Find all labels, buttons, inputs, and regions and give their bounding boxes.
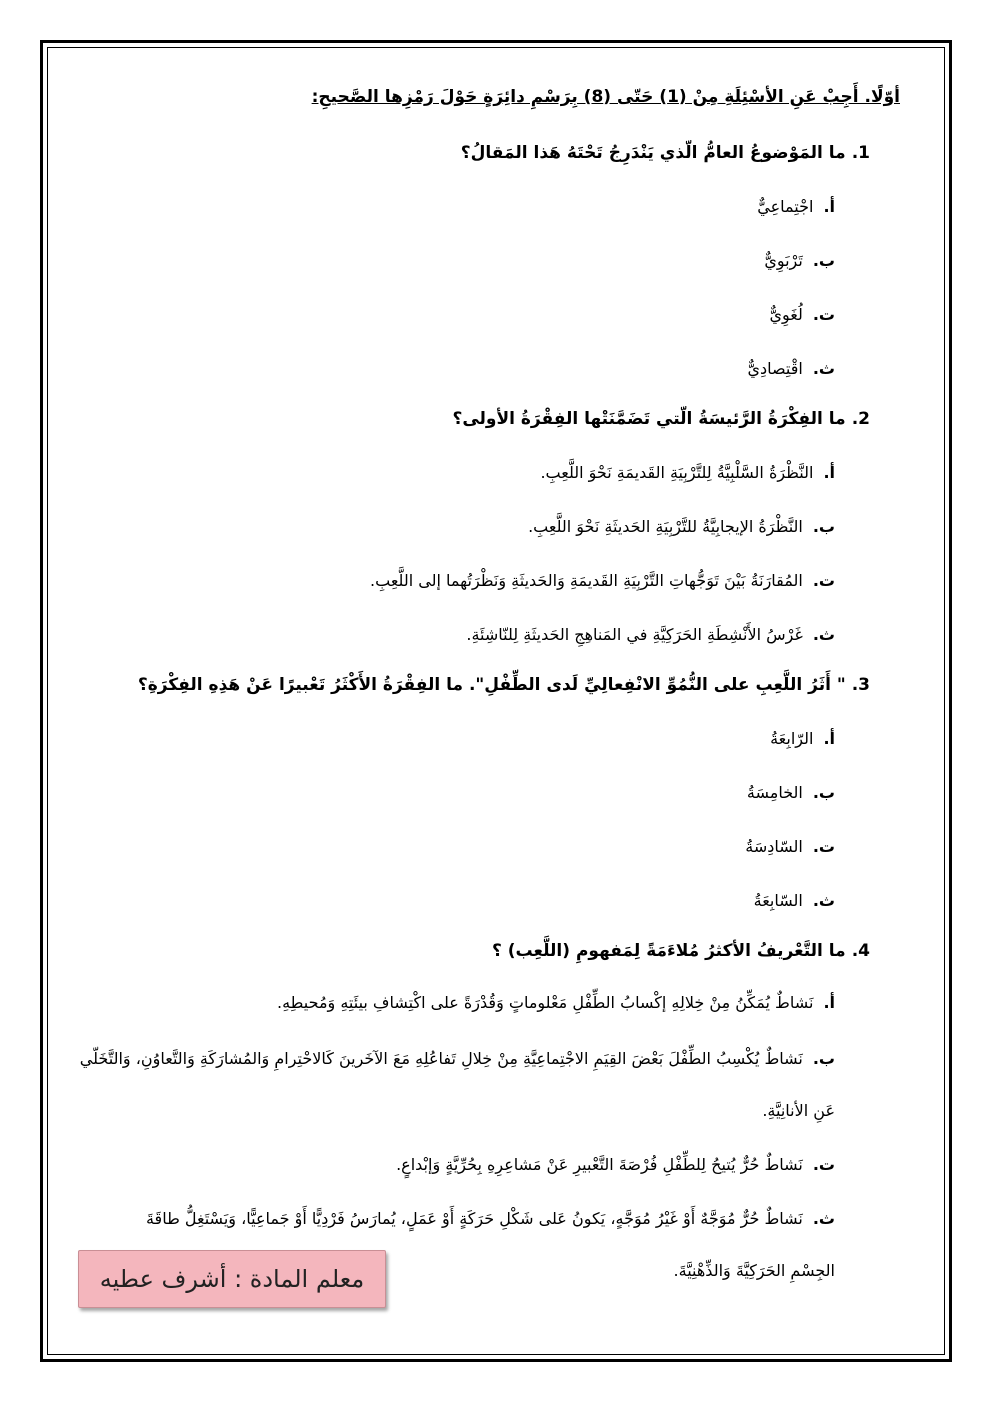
option-letter: أ. — [823, 197, 835, 216]
option-letter: ت. — [812, 305, 835, 324]
instruction-heading: أوّلًا. أَجِبْ عَنِ الأسْئِلَةِ مِنْ (1) حَتّى (8) بِرَسْمِ دائِرَةٍ حَوْلَ رَمْزِها الصَّحيحِ: — [311, 87, 900, 107]
question-number: 4. — [851, 941, 870, 961]
option-letter: ب. — [812, 251, 835, 270]
option-letter: ب. — [812, 517, 835, 536]
option-3d[interactable] — [754, 891, 835, 910]
question-number: 1. — [851, 143, 870, 163]
question-2 — [452, 409, 870, 429]
option-2b[interactable] — [528, 517, 835, 536]
option-2a[interactable] — [540, 463, 835, 482]
option-letter: أ. — [823, 463, 835, 482]
option-letter: ب. — [812, 783, 835, 802]
question-text: " أَثَرُ اللَّعِبِ على النُّمُوِّ الانْفِعالِيِّ لَدى الطِّفْلِ". ما الفِقْرَةُ الأَكْثَرُ تَعْبيرًا عَنْ هَذِهِ الفِكْرَةِ؟ — [137, 675, 846, 695]
question-4 — [492, 941, 870, 961]
option-text: غَرْسُ الأَنْشِطَةِ الحَرَكِيَّةِ في المَناهِجِ الحَديثَةِ لِلنّاشِئَةِ. — [466, 625, 803, 644]
option-text: السّابِعَةُ — [753, 891, 803, 910]
question-3 — [138, 675, 870, 695]
teacher-name-label: معلم المادة : أشرف عطيه — [78, 1250, 386, 1308]
option-text: نَشاطٌ حُرٌّ مُوَجَّهٌ أَوْ غَيْرُ مُوَجَّهٍ، يَكونُ عَلى شَكْلِ حَرَكَةٍ أَوْ عَمَلٍ، يُمارَسُ فَرْدِيًّا أَوْ جَماعِيًّا، وَيَسْتَغِلُّ طاقَةَ الجِسْمِ الحَرَكِيَّةَ وَالذِّهْنِيَّةَ. — [145, 1209, 835, 1280]
option-text: نَشاطٌ حُرٌّ يُتيحُ لِلطِّفْلِ فُرْصَةَ التَّعْبيرِ عَنْ مَشاعِرِهِ بِحُرِّيَّةٍ وَإبْداعٍ. — [396, 1155, 803, 1174]
option-text: اقْتِصادِيٌّ — [747, 359, 803, 378]
option-3a[interactable] — [770, 729, 835, 748]
option-letter: ت. — [812, 837, 835, 856]
option-3c[interactable] — [745, 837, 835, 856]
question-number: 2. — [851, 409, 870, 429]
question-text: ما المَوْضوعُ العامُّ الّذي يَنْدَرِجُ تَحْتَهُ هَذا المَقالُ؟ — [460, 143, 846, 163]
question-text: ما الفِكْرَةُ الرَّئيسَةُ الّتي تَضَمَّنَتْها الفِقْرَةُ الأولى؟ — [452, 409, 846, 429]
option-text: تَرْبَوِيٌّ — [764, 251, 803, 270]
option-text: اجْتِماعِيٌّ — [757, 197, 814, 216]
option-1d[interactable] — [748, 359, 835, 378]
option-letter: ث. — [812, 359, 835, 378]
option-letter: أ. — [823, 993, 835, 1012]
option-4b[interactable] — [70, 1033, 835, 1137]
option-letter: ت. — [812, 571, 835, 590]
question-1 — [461, 143, 870, 163]
option-letter: ت. — [812, 1155, 835, 1174]
option-text: المُقارَنَةُ بَيْنَ تَوَجُّهاتِ التَّرْبِيَةِ القَديمَةِ وَالحَديثَةِ وَنَظْرَتُهما إلى اللَّعِبِ. — [370, 571, 803, 590]
option-2c[interactable] — [370, 571, 835, 590]
option-text: نَشاطٌ يُمَكِّنُ مِنْ خِلالِهِ إكْسابُ الطِّفْلِ مَعْلوماتٍ وَقُدْرَةً على اكْتِشافِ بيئَتِهِ وَمُحيطِهِ. — [277, 993, 814, 1012]
option-text: النَّظْرَةُ الإيجابِيَّةُ للتَّرْبِيَةِ الحَديثَةِ نَحْوَ اللَّعِبِ. — [528, 517, 803, 536]
option-4c[interactable] — [396, 1155, 835, 1174]
question-number: 3. — [851, 675, 870, 695]
option-1b[interactable] — [764, 251, 835, 270]
option-text: الخامِسَةُ — [746, 783, 803, 802]
option-1c[interactable] — [769, 305, 835, 324]
option-letter: أ. — [823, 729, 835, 748]
question-text: ما التَّعْريفُ الأكثرُ مُلاءَمَةً لِمَفهومِ (اللَّعِب) ؟ — [491, 941, 846, 961]
option-1a[interactable] — [757, 197, 835, 216]
option-text: السّادِسَةُ — [745, 837, 803, 856]
option-4a[interactable] — [277, 993, 835, 1012]
option-2d[interactable] — [466, 625, 835, 644]
option-letter: ب. — [812, 1049, 835, 1068]
option-text: لُغَوِيٌّ — [769, 305, 803, 324]
option-letter: ث. — [812, 1209, 835, 1228]
option-text: الرّابِعَةُ — [770, 729, 814, 748]
option-text: النَّظْرَةُ السَّلْبِيَّةُ لِلتَّرْبِيَةِ القَديمَةِ نَحْوَ اللَّعِبِ. — [540, 463, 814, 482]
option-letter: ث. — [812, 891, 835, 910]
option-3b[interactable] — [747, 783, 835, 802]
option-letter: ث. — [812, 625, 835, 644]
option-text: نَشاطٌ يُكْسِبُ الطِّفْلَ بَعْضَ القِيَمِ الاجْتِماعِيَّةِ مِنْ خِلالِ تَفاعُلِهِ مَعَ الآخَرينَ كَالاحْتِرامِ وَالمُشارَكَةِ وَالتَّعاوُنِ، وَالتَّخَلّي عَنِ الأنانِيَّةِ. — [79, 1049, 835, 1120]
